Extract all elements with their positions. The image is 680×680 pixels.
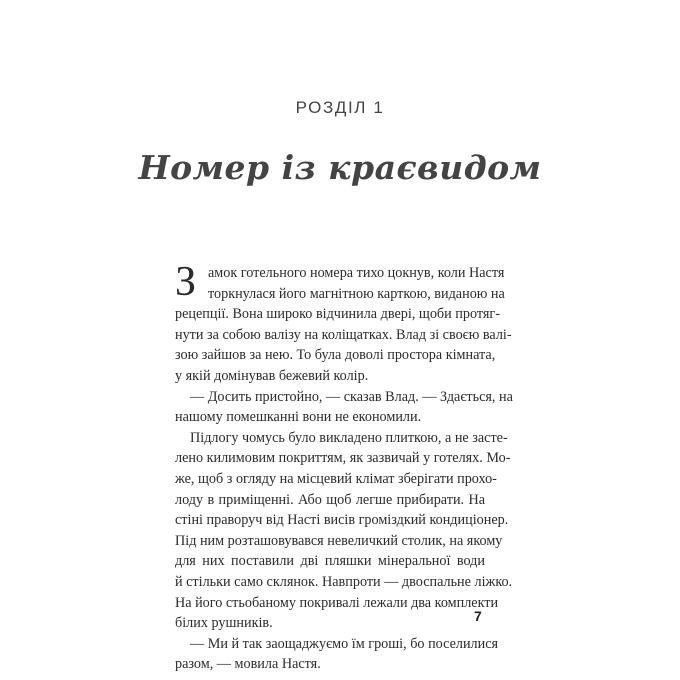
text-line: же, щоб з огляду на місцевий клімат зберігати прохо- xyxy=(175,470,497,487)
chapter-label: РОЗДІЛ 1 xyxy=(295,98,385,117)
text-line: нути за собою валізу на коліщатках. Влад зі своєю валі- xyxy=(175,326,512,343)
text-line: амок готельного номера тихо цокнув, коли Настя xyxy=(208,265,505,281)
text-line: лоду в приміщенні. Або щоб легше прибирати. На xyxy=(175,491,485,508)
text-line: рецепції. Вона широко відчинила двері, щоби протяг- xyxy=(175,306,500,323)
text-line: — Досить пристойно, — сказав Влад. — Здається, на xyxy=(190,388,513,405)
body-text xyxy=(175,259,513,675)
text-line: білих рушників. xyxy=(175,615,273,632)
text-line: й стільки само склянок. Навпроти — двоспальне ліжко. xyxy=(175,573,513,590)
text-line: Під ним розташовувався невеличкий столик, на якому xyxy=(175,532,503,549)
text-line: — Ми й так заощаджуємо їм гроші, бо поселилися xyxy=(190,635,499,652)
text-line: лено килимовим покриттям, як зазвичай у готелях. Мо- xyxy=(175,450,511,467)
text-line: нашому помешканні вони не економили. xyxy=(175,409,422,426)
page-number: 7 xyxy=(474,608,482,624)
text-line: торкнулася його магнітною карткою, виданою на xyxy=(208,285,505,302)
text-line: разом, — мовила Настя. xyxy=(175,656,321,673)
text-line: Підлогу чомусь було викладено плиткою, а не засте- xyxy=(190,429,508,446)
text-line: для них поставили дві пляшки мінеральної води xyxy=(175,553,485,570)
text-line: у якій домінував бежевий колір. xyxy=(175,367,369,384)
text-line: стіні праворуч від Насті висів громіздкий кондиціонер. xyxy=(175,512,509,529)
chapter-title: Номер із краєвидом xyxy=(138,148,542,187)
text-line: зою зайшов за нею. То була доволі простора кімната, xyxy=(175,347,496,364)
text-line: На його стьобаному покривалі лежали два комплекти xyxy=(175,594,499,611)
drop-cap: З xyxy=(175,259,197,305)
